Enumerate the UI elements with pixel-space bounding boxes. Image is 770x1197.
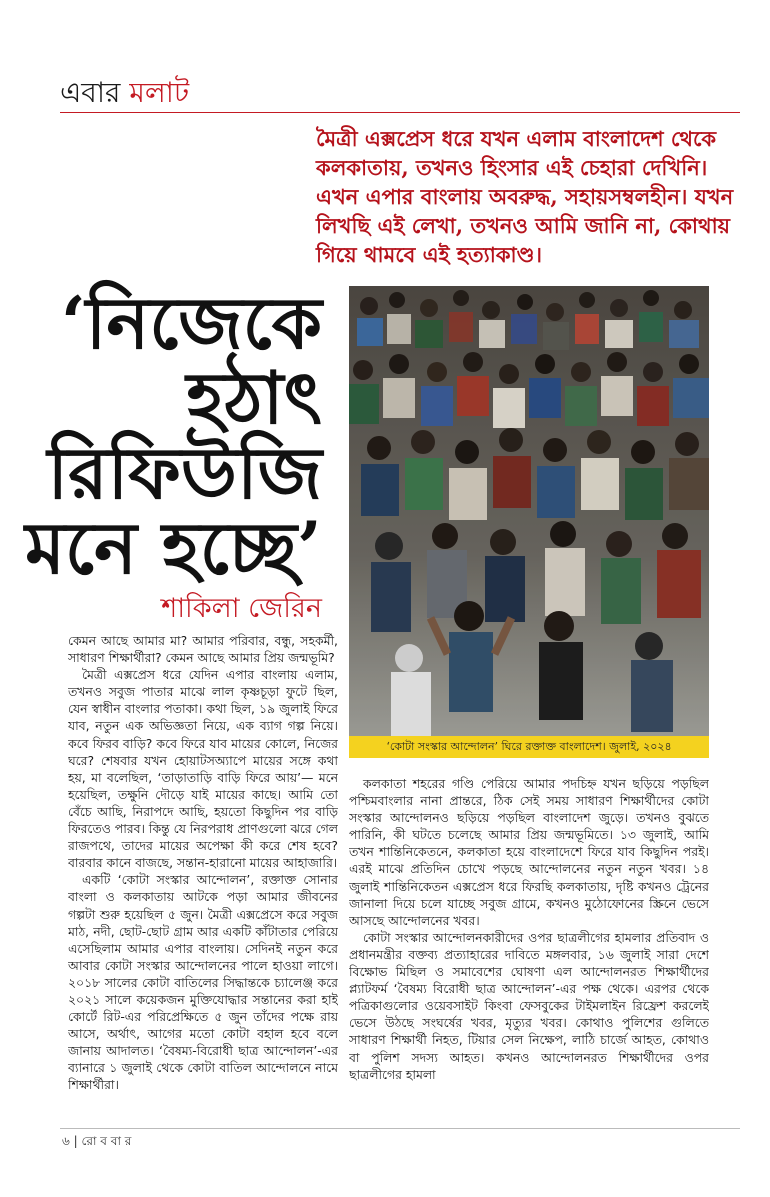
headline-line: ‘নিজেকে	[60, 280, 322, 365]
top-divider	[60, 112, 740, 113]
body-paragraph: কোটা সংস্কার আন্দোলনকারীদের ওপর ছাত্রলীগের হামলার প্রতিবাদ ও প্রধানমন্ত্রীর বক্তব্য প্রত্যাহারের দাবিতে মঙ্গলবার, ১৬ জুলাই সারা দেশে বিক্ষোভ মিছিল ও সমাবেশের ঘোষণা এল আন্দোলনরত শিক্ষার্থীদের প্ল্যাটফর্ম ‘বৈষম্য বিরোধী ছাত্র আন্দোলন’-এর পক্ষ থেকে। এরপর থেকে পত্রিকাগুলোর ওয়েবসাইট কিংবা ফেসবুকের টাইমলাইন রিফ্রেশ করলেই ভেসে উঠছে সংঘর্ষের খবর, মৃত্যুর খবর। কোথাও পুলিশের গুলিতে সাধারণ শিক্ষার্থী নিহত, টিয়ার সেল নিক্ষেপ, লাঠি চার্জে আহত, কোথাও বা পুলিশ সদস্য আহত। কখনও আন্দোলনরত শিক্ষার্থীদের ওপর ছাত্রলীগের হামলা	[349, 929, 709, 1082]
headline	[25, 280, 322, 590]
body-column-left	[68, 632, 338, 1122]
footer-separator: |	[73, 1134, 78, 1148]
body-column-right	[349, 775, 709, 1125]
page-number: ৬	[62, 1134, 70, 1148]
headline-line: রিফিউজি	[47, 430, 322, 515]
protest-photo	[349, 286, 709, 736]
standfirst: মৈত্রী এক্সপ্রেস ধরে যখন এলাম বাংলাদেশ থেকে কলকাতায়, তখনও হিংসার এই চেহারা দেখিনি। এখন এপার বাংলায় অবরুদ্ধ, সহায়সম্বলহীন। যখন লিখছি এই লেখা, তখনও আমি জানি না, কোথায় গিয়ে থামবে এই হত্যাকাণ্ড।	[316, 126, 734, 267]
magazine-name: রো ব বা র	[81, 1134, 132, 1148]
body-paragraph: একটি ‘কোটা সংস্কার আন্দোলন’, রক্তাক্ত সোনার বাংলা ও কলকাতায় আটকে পড়া আমার জীবনের গল্পটা শুরু হয়েছিল ৫ জুন। মৈত্রী এক্সপ্রেসে করে সবুজ মাঠ, নদী, ছোট-ছোট গ্রাম আর একটি কাঁটাতার পেরিয়ে এসেছিলাম আমার এপার বাংলায়। সেদিনই নতুন করে আবার কোটা সংস্কার আন্দোলনের পালে হাওয়া লাগে। ২০১৮ সালের কোটা বাতিলের সিদ্ধান্তকে চ্যালেঞ্জ করে ২০২১ সালে কয়েকজন মুক্তিযোদ্ধার সন্তানের করা হাই কোর্টে রিট-এর পরিপ্রেক্ষিতে ৫ জুন তাঁদের পক্ষে রায় আসে, অর্থাৎ, আগের মতো কোটা বহাল হবে বলে জানায় আদালত। ‘বৈষম্য-বিরোধী ছাত্র আন্দোলন’-এর ব্যানারে ১ জুলাই থেকে কোটা বাতিল আন্দোলনে নামে শিক্ষার্থীরা।	[68, 872, 338, 1093]
photo-caption: ‘কোটা সংস্কার আন্দোলন’ ঘিরে রক্তাক্ত বাংলাদেশ। জুলাই, ২০২৪	[349, 736, 709, 758]
page-footer	[62, 1133, 131, 1149]
section-label-word1: এবার	[60, 76, 121, 109]
section-label	[60, 76, 189, 110]
body-paragraph: কলকাতা শহরের গণ্ডি পেরিয়ে আমার পদচিহ্ন যখন ছড়িয়ে পড়ছিল পশ্চিমবাংলার নানা প্রান্তরে, ঠিক সেই সময় সাধারণ শিক্ষার্থীদের কোটা সংস্কার আন্দোলনও ছড়িয়ে পড়ছিল বাংলাদেশ জুড়ে। তখনও বুঝতে পারিনি, কী ঘটতে চলেছে আমার প্রিয় জন্মভূমিতে। ১৩ জুলাই, আমি তখন শান্তিনিকেতনে, কলকাতা হয়ে বাংলাদেশে ফিরে যাব কিছুদিন পরই। এরই মাঝে প্রতিদিন চোখে পড়ছে আন্দোলনের নতুন নতুন খবর। ১৪ জুলাই শান্তিনিকেতন এক্সপ্রেস ধরে ফিরছি কলকাতায়, দৃষ্টি কখনও ট্রেনের জানালা দিয়ে চলে যাচ্ছে সবুজ গ্রামে, কখনও মুঠোফোনের স্ক্রিনে ভেসে আসছে আন্দোলনের খবর।	[349, 776, 709, 928]
headline-line: মনে হচ্ছে’	[25, 505, 322, 590]
footer-divider	[60, 1128, 740, 1129]
section-label-word2: মলাট	[129, 76, 190, 109]
body-paragraph: কেমন আছে আমার মা? আমার পরিবার, বন্ধু, সহকর্মী, সাধারণ শিক্ষার্থীরা? কেমন আছে আমার প্রিয় জন্মভূমি?	[68, 633, 338, 666]
byline: শাকিলা জেরিন	[161, 593, 322, 624]
headline-line: হঠাৎ	[186, 355, 322, 440]
body-paragraph: মৈত্রী এক্সপ্রেস ধরে যেদিন এপার বাংলায় এলাম, তখনও সবুজ পাতার মাঝে লাল কৃষ্ণচূড়া ফুটে ছিল, যেন স্বাধীন বাংলার পতাকা। কথা ছিল, ১৯ জুলাই ফিরে যাব, নতুন এক অভিজ্ঞতা নিয়ে, এক ব্যাগ গল্প নিয়ে। কবে ফিরব বাড়ি? কবে ফিরে যাব মায়ের কোলে, নিজের ঘরে? শেষবার যখন হোয়াটসঅ্যাপে মায়ের সঙ্গে কথা হয়, মা বলেছিল, ‘তাড়াতাড়ি বাড়ি ফিরে আয়’— মনে হয়েছিল, তক্ষুনি দৌড়ে যাই মায়ের কাছে। আমি তো বেঁচে আছি, নিরাপদে আছি, হয়তো কিছুদিন পর বাড়ি ফিরতেও পারব। কিন্তু যে নিরপরাধ প্রাণগুলো ঝরে গেল রাজপথে, তাদের মায়ের অপেক্ষা কী করে শেষ হবে? বারবার কানে বাজছে, সন্তান-হারানো মায়ের আহাজারি।	[68, 667, 338, 871]
